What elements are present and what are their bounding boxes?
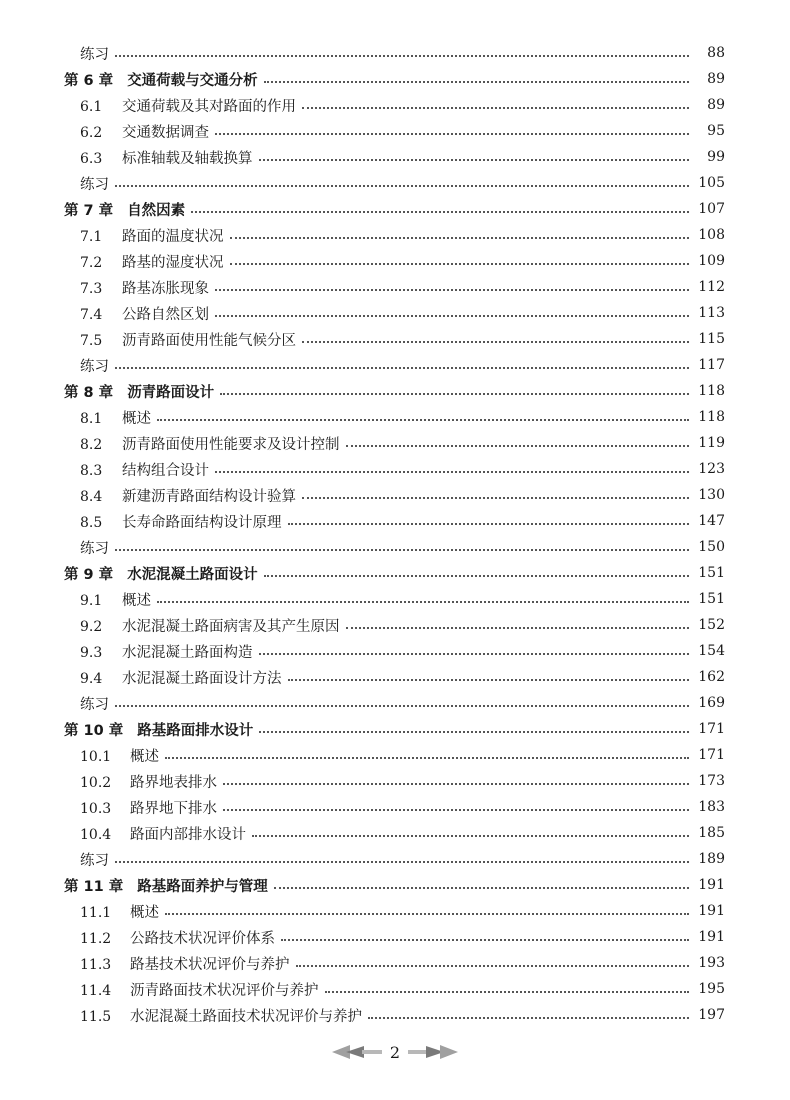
toc-page-number: 191	[698, 929, 725, 945]
dot-leader	[191, 211, 689, 213]
section-number: 8.2	[80, 436, 103, 453]
toc-entry-heading	[80, 407, 151, 428]
toc-entry-heading	[80, 797, 217, 818]
toc-exercise-row[interactable]	[0, 846, 790, 872]
section-number: 8.4	[80, 488, 103, 505]
toc-section-row[interactable]	[0, 404, 790, 430]
section-number: 8.3	[80, 462, 103, 479]
toc-entry-title: 沥青路面技术状况评价与养护	[130, 982, 319, 999]
section-number: 7.5	[80, 332, 103, 349]
toc-page-number: 152	[698, 617, 725, 633]
section-number: 11.5	[80, 1008, 112, 1025]
toc-section-row[interactable]	[0, 222, 790, 248]
toc-entry-heading	[80, 615, 340, 636]
section-number: 9.2	[80, 618, 103, 635]
dot-leader	[259, 653, 690, 655]
toc-page-number: 89	[707, 97, 725, 113]
dot-leader	[115, 861, 689, 863]
toc-page-number: 117	[698, 357, 725, 373]
section-number: 8.5	[80, 514, 103, 531]
toc-entry-title: 路面内部排水设计	[130, 826, 246, 843]
toc-entry-title: 水泥混凝土路面技术状况评价与养护	[130, 1008, 362, 1025]
dot-leader	[325, 991, 690, 993]
section-number: 6.3	[80, 150, 103, 167]
toc-page-number: 191	[698, 903, 725, 919]
section-number: 11.2	[80, 930, 112, 947]
section-number: 7.4	[80, 306, 103, 323]
toc-page-number: 123	[698, 461, 725, 477]
toc-entry-title: 路界地表排水	[130, 774, 217, 791]
section-number: 10.3	[80, 800, 112, 817]
toc-entry-heading	[80, 641, 253, 662]
toc-entry-title: 新建沥青路面结构设计验算	[122, 488, 296, 505]
dot-leader	[230, 237, 690, 239]
toc-page-number: 185	[698, 825, 725, 841]
toc-section-row[interactable]	[0, 664, 790, 690]
toc-section-row[interactable]	[0, 768, 790, 794]
toc-section-row[interactable]	[0, 248, 790, 274]
toc-page-number: 89	[707, 71, 725, 87]
section-number: 6.2	[80, 124, 103, 141]
toc-entry-title: 路基路面排水设计	[137, 722, 254, 739]
toc-entry-heading	[80, 511, 282, 532]
toc-entry-title: 路面的温度状况	[122, 228, 224, 245]
dot-leader	[157, 601, 689, 603]
dot-leader	[115, 55, 689, 57]
toc-section-row[interactable]	[0, 924, 790, 950]
toc-entry-heading	[80, 589, 151, 610]
toc-page-number: 113	[698, 305, 725, 321]
toc-entry-heading	[80, 849, 109, 870]
dot-leader	[223, 809, 689, 811]
section-number: 10.2	[80, 774, 112, 791]
toc-entry-title: 练习	[80, 852, 109, 869]
toc-entry-heading	[80, 459, 209, 480]
toc-entry-title: 结构组合设计	[122, 462, 209, 479]
toc-exercise-row[interactable]	[0, 352, 790, 378]
toc-section-row[interactable]	[0, 794, 790, 820]
toc-page-number: 119	[698, 435, 725, 451]
toc-section-row[interactable]	[0, 612, 790, 638]
dot-leader	[230, 263, 690, 265]
toc-page-number: 191	[698, 877, 725, 893]
toc-entry-heading	[80, 537, 109, 558]
toc-entry-title: 概述	[122, 592, 151, 609]
toc-chapter-row[interactable]	[0, 378, 790, 404]
section-number: 9.1	[80, 592, 103, 609]
toc-entry-title: 路基路面养护与管理	[137, 878, 268, 895]
toc-entry-title: 水泥混凝土路面病害及其产生原因	[122, 618, 340, 635]
toc-entry-heading	[80, 43, 109, 64]
toc-entry-heading	[80, 225, 224, 246]
page-number: 2	[389, 1042, 401, 1062]
dot-leader	[252, 835, 689, 837]
toc-exercise-row[interactable]	[0, 170, 790, 196]
dot-leader	[346, 627, 690, 629]
toc-section-row[interactable]	[0, 430, 790, 456]
toc-page-number: 107	[698, 201, 725, 217]
dot-leader	[368, 1017, 689, 1019]
toc-entry-heading	[80, 147, 253, 168]
toc-section-row[interactable]	[0, 482, 790, 508]
toc-entry-heading	[80, 823, 246, 844]
toc-exercise-row[interactable]	[0, 534, 790, 560]
toc-entry-heading	[80, 927, 275, 948]
toc-section-row[interactable]	[0, 1002, 790, 1028]
toc-section-row[interactable]	[0, 92, 790, 118]
dot-leader	[115, 549, 689, 551]
dot-leader	[259, 731, 689, 733]
double-arrow-right-icon	[408, 1045, 458, 1059]
toc-entry-heading	[64, 381, 214, 402]
chapter-number: 第 6 章	[64, 72, 114, 89]
section-number: 7.2	[80, 254, 103, 271]
toc-page-number: 88	[707, 45, 725, 61]
page-footer	[0, 1040, 790, 1064]
toc-entry-heading	[64, 875, 268, 896]
toc-chapter-row[interactable]	[0, 66, 790, 92]
dot-leader	[264, 81, 689, 83]
toc-page-number: 154	[698, 643, 725, 659]
section-number: 10.1	[80, 748, 112, 765]
toc-entry-heading	[80, 771, 217, 792]
toc-entry-title: 长寿命路面结构设计原理	[122, 514, 282, 531]
toc-entry-title: 概述	[130, 748, 159, 765]
dot-leader	[296, 965, 690, 967]
toc-page-number: 147	[698, 513, 725, 529]
chapter-number: 第 9 章	[64, 566, 114, 583]
section-number: 11.3	[80, 956, 112, 973]
dot-leader	[264, 575, 689, 577]
section-number: 8.1	[80, 410, 103, 427]
toc-section-row[interactable]	[0, 638, 790, 664]
toc-entry-title: 练习	[80, 176, 109, 193]
toc-chapter-row[interactable]	[0, 196, 790, 222]
toc-entry-title: 水泥混凝土路面构造	[122, 644, 253, 661]
dot-leader	[302, 341, 689, 343]
toc-entry-title: 标准轴载及轴载换算	[122, 150, 253, 167]
toc-page-number: 195	[698, 981, 725, 997]
toc-page-number: 171	[698, 721, 725, 737]
toc-page-number: 108	[698, 227, 725, 243]
section-number: 7.3	[80, 280, 103, 297]
toc-entry-title: 路基技术状况评价与养护	[130, 956, 290, 973]
toc-entry-heading	[80, 173, 109, 194]
toc-entry-title: 练习	[80, 696, 109, 713]
section-number: 6.1	[80, 98, 103, 115]
toc-entry-heading	[80, 745, 159, 766]
chapter-number: 第 7 章	[64, 202, 114, 219]
dot-leader	[157, 419, 689, 421]
dot-leader	[115, 705, 689, 707]
section-number: 9.3	[80, 644, 103, 661]
toc-section-row[interactable]	[0, 820, 790, 846]
toc-entry-title: 沥青路面设计	[127, 384, 215, 401]
toc-entry-heading	[64, 563, 258, 584]
toc-entry-title: 沥青路面使用性能要求及设计控制	[122, 436, 340, 453]
toc-page-number: 130	[698, 487, 725, 503]
toc-section-row[interactable]	[0, 274, 790, 300]
toc-entry-title: 公路自然区划	[122, 306, 209, 323]
dot-leader	[215, 315, 689, 317]
toc-entry-title: 练习	[80, 46, 109, 63]
toc-page-number: 193	[698, 955, 725, 971]
toc-entry-title: 路基冻胀现象	[122, 280, 209, 297]
chapter-number: 第 8 章	[64, 384, 114, 401]
dot-leader	[302, 497, 689, 499]
table-of-contents	[0, 40, 790, 1028]
toc-page-number: 150	[698, 539, 725, 555]
toc-entry-title: 练习	[80, 358, 109, 375]
toc-page-number: 105	[698, 175, 725, 191]
toc-entry-title: 水泥混凝土路面设计方法	[122, 670, 282, 687]
double-arrow-left-icon	[332, 1045, 382, 1059]
toc-chapter-row[interactable]	[0, 716, 790, 742]
dot-leader	[274, 887, 689, 889]
toc-page-number: 169	[698, 695, 725, 711]
toc-exercise-row[interactable]	[0, 40, 790, 66]
dot-leader	[165, 913, 689, 915]
toc-page-number: 118	[698, 409, 725, 425]
toc-entry-heading	[80, 95, 296, 116]
toc-entry-heading	[80, 667, 282, 688]
dot-leader	[223, 783, 689, 785]
toc-entry-heading	[80, 277, 209, 298]
toc-section-row[interactable]	[0, 976, 790, 1002]
toc-entry-title: 交通荷载及其对路面的作用	[122, 98, 296, 115]
toc-entry-heading	[80, 693, 109, 714]
toc-entry-heading	[80, 303, 209, 324]
toc-entry-heading	[80, 433, 340, 454]
toc-section-row[interactable]	[0, 144, 790, 170]
section-number: 11.1	[80, 904, 112, 921]
dot-leader	[220, 393, 689, 395]
toc-section-row[interactable]	[0, 586, 790, 612]
toc-entry-title: 交通数据调查	[122, 124, 209, 141]
toc-exercise-row[interactable]	[0, 690, 790, 716]
toc-entry-heading	[80, 953, 290, 974]
toc-entry-heading	[80, 121, 209, 142]
toc-page-number: 109	[698, 253, 725, 269]
toc-entry-title: 概述	[130, 904, 159, 921]
toc-section-row[interactable]	[0, 326, 790, 352]
toc-entry-heading	[80, 1005, 362, 1026]
toc-entry-title: 路界地下排水	[130, 800, 217, 817]
toc-section-row[interactable]	[0, 456, 790, 482]
toc-section-row[interactable]	[0, 898, 790, 924]
toc-page-number: 173	[698, 773, 725, 789]
dot-leader	[288, 679, 690, 681]
toc-entry-title: 概述	[122, 410, 151, 427]
chapter-number: 第 11 章	[64, 878, 124, 895]
dot-leader	[115, 367, 689, 369]
toc-page-number: 151	[698, 591, 725, 607]
toc-page-number: 197	[698, 1007, 725, 1023]
toc-page-number: 162	[698, 669, 725, 685]
chapter-number: 第 10 章	[64, 722, 124, 739]
toc-entry-heading	[80, 355, 109, 376]
dot-leader	[215, 289, 689, 291]
dot-leader	[165, 757, 689, 759]
toc-chapter-row[interactable]	[0, 560, 790, 586]
toc-entry-title: 水泥混凝土路面设计	[127, 566, 258, 583]
toc-page-number: 151	[698, 565, 725, 581]
section-number: 9.4	[80, 670, 103, 687]
toc-entry-title: 公路技术状况评价体系	[130, 930, 275, 947]
toc-section-row[interactable]	[0, 300, 790, 326]
toc-section-row[interactable]	[0, 950, 790, 976]
toc-entry-heading	[80, 329, 296, 350]
toc-entry-title: 练习	[80, 540, 109, 557]
toc-section-row[interactable]	[0, 508, 790, 534]
dot-leader	[288, 523, 690, 525]
toc-entry-heading	[80, 979, 319, 1000]
section-number: 10.4	[80, 826, 112, 843]
toc-page-number: 189	[698, 851, 725, 867]
toc-entry-title: 沥青路面使用性能气候分区	[122, 332, 296, 349]
dot-leader	[259, 159, 690, 161]
toc-page-number: 171	[698, 747, 725, 763]
toc-page-number: 115	[698, 331, 725, 347]
dot-leader	[302, 107, 689, 109]
toc-entry-heading	[80, 485, 296, 506]
toc-page-number: 183	[698, 799, 725, 815]
toc-chapter-row[interactable]	[0, 872, 790, 898]
toc-entry-heading	[80, 901, 159, 922]
section-number: 7.1	[80, 228, 103, 245]
toc-page-number: 112	[698, 279, 725, 295]
dot-leader	[215, 471, 689, 473]
toc-entry-title: 交通荷载与交通分析	[127, 72, 258, 89]
toc-entry-title: 自然因素	[127, 202, 186, 219]
toc-page-number: 95	[707, 123, 725, 139]
dot-leader	[346, 445, 690, 447]
toc-section-row[interactable]	[0, 118, 790, 144]
dot-leader	[281, 939, 689, 941]
toc-entry-heading	[64, 69, 258, 90]
toc-page-number: 99	[707, 149, 725, 165]
toc-entry-heading	[64, 199, 185, 220]
toc-entry-heading	[80, 251, 224, 272]
toc-entry-heading	[64, 719, 253, 740]
dot-leader	[115, 185, 689, 187]
toc-section-row[interactable]	[0, 742, 790, 768]
dot-leader	[215, 133, 689, 135]
section-number: 11.4	[80, 982, 112, 999]
toc-page-number: 118	[698, 383, 725, 399]
toc-entry-title: 路基的湿度状况	[122, 254, 224, 271]
